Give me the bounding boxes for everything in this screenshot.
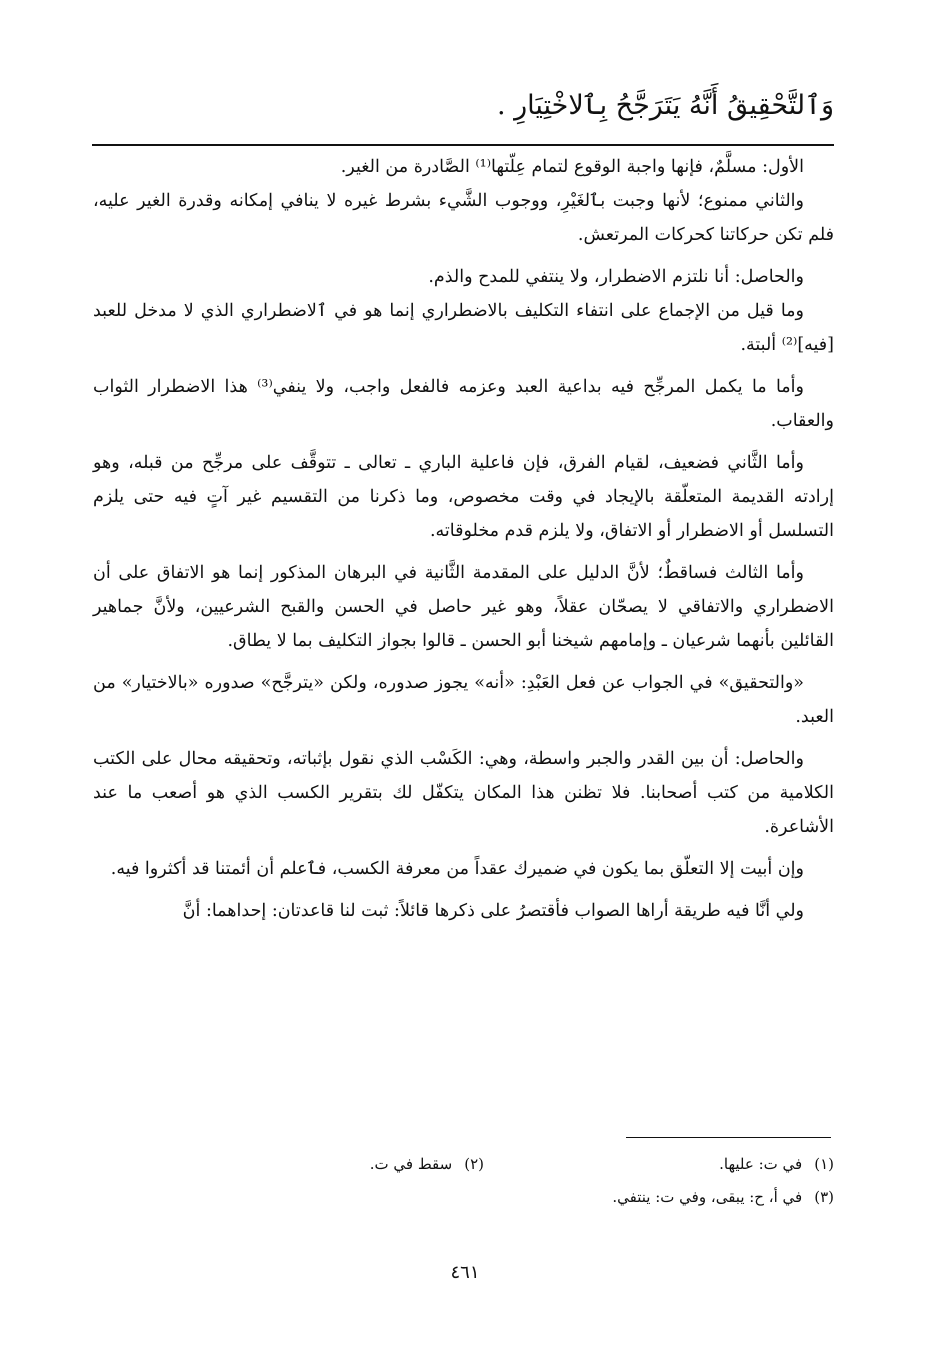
paragraph: وإن أبيت إلا التعلّق بما يكون في ضميرك عقداً من معرفة الكسب، فٱعلم أن أئمتنا قد أكثروا فيه. [110, 859, 804, 879]
footnote [134, 1148, 484, 1181]
footnote [484, 1148, 834, 1181]
paragraph: وأما ما يكمل المرجِّح فيه بداعية العبد وعزمه فالفعل واجب، ولا ينفي⁽³⁾ هذا الاضطرار الثواب والعقاب. [93, 377, 834, 431]
verse-header: وَٱلتَّحْقِيقُ أَنَّهُ يَتَرَجَّحُ بِٱلاخْتِيَارِ . [496, 90, 834, 121]
footnote-text: في أ، ح: يبقى، وفي ت: ينتفي. [612, 1188, 803, 1206]
footnote-number: (٢) [464, 1155, 484, 1173]
paragraph: والثاني ممنوع؛ لأنها وجبت بٱلغَيْرِ، ووجوب الشَّيء بشرط غيره لا ينافي إمكانه وقدرة الغير عليه، فلم تكن حركاتنا كحركات المرتعش. [93, 191, 834, 245]
paragraph: والحاصل: أنا نلتزم الاضطرار، ولا ينتفي للمدح والذم. [428, 267, 804, 287]
footnotes [93, 1148, 834, 1214]
footnote-number: (١) [814, 1155, 834, 1173]
header-divider [92, 144, 834, 146]
paragraph: «والتحقيق» في الجواب عن فعل العَبْدِ: «أنه» يجوز صدوره، ولكن «يترجَّح» صدوره «بالاختيار» من العبد. [93, 673, 834, 727]
footnote-number: (٣) [814, 1188, 834, 1206]
footnote-text: في ت: عليها. [719, 1155, 803, 1173]
paragraph: ولي أنَّا فيه طريقة أراها الصواب فأقتصرُ على ذكرها قائلاً: ثبت لنا قاعدتان: إحداهما: أنَّ [182, 901, 804, 921]
footnote-divider [626, 1137, 831, 1138]
commentary-body [93, 150, 834, 928]
paragraph: وأما الثالث فساقطٌ؛ لأنَّ الدليل على المقدمة الثَّانية في البرهان المذكور إنما هو الاتفاق على أن الاضطراري والاتفاقي لا يصحّان عقلاً، وهو غير حاصل في الحسن والقبح الشرعيين، ولأنَّ جماهير القائلين بأنهما شرعيان ـ وإمامهم شيخنا أبو الحسن ـ قالوا بجواز التكليف بما لا يطاق. [93, 563, 834, 651]
paragraph: وما قيل من الإجماع على انتفاء التكليف بالاضطراري إنما هو في ٱلاضطراري الذي لا مدخل للعبد [فيه]⁽²⁾ ألبتة. [93, 301, 834, 355]
paragraph: وأما الثَّاني فضعيف، لقيام الفرق، فإن فاعلية الباري ـ تعالى ـ تتوقَّف على مرجِّح من قبله، وهو إرادته القديمة المتعلّقة بالإيجاد في وقت مخصوص، وما ذكرنا من التقسيم غير آتٍ فيه حتى يلزم التسلسل أو الاضطرار أو الاتفاق، ولا يلزم قدم مخلوقاته. [93, 453, 834, 541]
footnote-row [93, 1148, 834, 1181]
footnote-text: سقط في ت. [369, 1155, 453, 1173]
paragraph: والحاصل: أن بين القدر والجبر واسطة، وهي: الكَسْب الذي نقول بإثباته، وتحقيقه محال على الكتب الكلامية من كتب أصحابنا. فلا تظنن هذا المكان يتكفّل لك بتقرير الكسب الذي هو أصعب ما عند الأشاعرة. [93, 749, 834, 837]
paragraph: الأول: مسلَّمٌ، فإنها واجبة الوقوع لتمام عِلّتها⁽¹⁾ الصَّادرة من الغير. [340, 157, 804, 177]
footnote-row [93, 1181, 834, 1214]
footnote [484, 1181, 834, 1214]
page-number: ٤٦١ [450, 1262, 480, 1283]
